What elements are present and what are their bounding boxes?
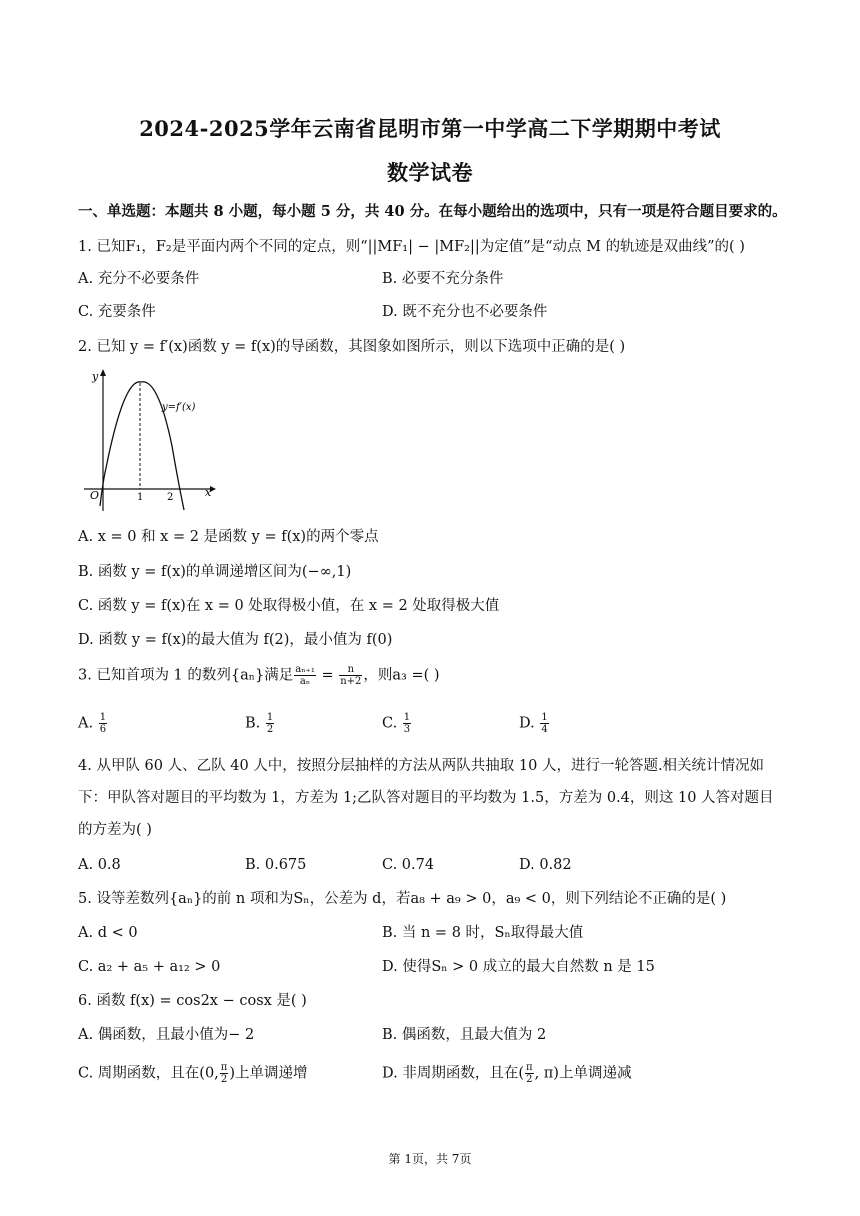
question-4-line-1: 4. 从甲队 60 人、乙队 40 人中，按照分层抽样的方法从两队共抽取 10 人，进行一轮答题.相关统计情况如 [78,758,765,774]
question-6-option-c: C. 周期函数，且在(0, $\frac{\pi}{2}$ )上单调递增 [78,1062,308,1085]
question-4-line-3: 的方差为( ) [78,822,152,838]
page-footer: 第 1页，共 7页 [388,1152,472,1166]
question-2-option-a: A. x = 0 和 x = 2 是函数 y = f(x)的两个零点 [78,529,379,545]
question-6-option-a: A. 偶函数，且最小值为− 2 [78,1027,255,1043]
question-3-stem-pre: 3. 已知首项为 1 的数列{aₙ}满足 [78,667,294,684]
question-2-option-b: B. 函数 y = f(x)的单调递增区间为(−∞,1) [78,564,352,580]
question-3-stem-post: ，则a₃ =( ) [363,667,440,684]
figure-y-label: y [92,370,99,383]
question-1-stem: 1. 已知F₁，F₂是平面内两个不同的定点，则“||MF₁| − |MF₂||为定值”是“动点 M 的轨迹是双曲线”的( ) [78,239,745,255]
question-3-fraction-1 [294,664,316,687]
fraction-denominator: n+2 [340,676,362,687]
question-3-option-a: A. $\frac{1}{6}$ [78,712,107,735]
question-2-option-c: C. 函数 y = f(x)在 x = 0 处取得极小值，在 x = 2 处取得极大值 [78,598,500,614]
question-6-stem: 6. 函数 f(x) = cos2x − cosx 是( ) [78,993,307,1009]
question-2-stem: 2. 已知 y = f′(x)函数 y = f(x)的导函数，其图象如图所示，则以下选项中正确的是( ) [78,339,626,355]
question-4-option-a: A. 0.8 [78,857,121,873]
question-5-stem: 5. 设等差数列{aₙ}的前 n 项和为Sₙ，公差为 d，若a₈ + a₉ > 0，a₉ < 0，则下列结论不正确的是( ) [78,891,727,907]
question-5-option-b: B. 当 n = 8 时，Sₙ取得最大值 [382,925,584,941]
question-5-option-c: C. a₂ + a₅ + a₁₂ > 0 [78,959,221,975]
question-5-option-a: A. d < 0 [78,925,138,941]
question-3-stem [78,664,440,687]
question-4-line-2: 下：甲队答对题目的平均数为 1，方差为 1;乙队答对题目的平均数为 1.5，方差为 0.4，则这 10 人答对题目 [78,790,774,806]
question-5-option-d: D. 使得Sₙ > 0 成立的最大自然数 n 是 15 [382,959,655,975]
question-2-option-d: D. 函数 y = f(x)的最大值为 f(2)，最小值为 f(0) [78,632,393,648]
question-6-option-d: D. 非周期函数，且在( $\frac{\pi}{2}$ , π)上单调递减 [382,1062,632,1085]
figure-tick-2: 2 [167,492,174,503]
derivative-curve [100,382,184,510]
question-1-option-c: C. 充要条件 [78,304,156,320]
fraction-numerator: n [339,664,362,676]
figure-x-label: x [205,486,212,499]
question-6-option-b: B. 偶函数，且最大值为 2 [382,1027,547,1043]
figure-origin-label: O [90,489,100,502]
question-3-option-c: C. $\frac{1}{3}$ [382,712,411,735]
exam-subtitle: 数学试卷 [387,160,473,185]
figure-curve-label: y=f′(x) [162,402,196,413]
question-4-option-b: B. 0.675 [245,857,307,873]
fraction-denominator: aₙ [299,676,311,687]
question-1-option-d: D. 既不充分也不必要条件 [382,304,548,320]
derivative-graph [78,366,218,514]
figure-tick-1: 1 [137,492,144,503]
question-3-option-d: D. $\frac{1}{4}$ [519,712,548,735]
fraction-numerator: aₙ₊₁ [295,664,315,675]
section-heading: 一、单选题：本题共 8 小题，每小题 5 分，共 40 分。在每小题给出的选项中，只有一项是符合题目要求的。 [78,203,787,220]
question-4-option-d: D. 0.82 [519,857,572,873]
question-3-option-b: B. $\frac{1}{2}$ [245,712,274,735]
exam-title: 2024-2025学年云南省昆明市第一中学高二下学期期中考试 [139,116,721,141]
question-3-equals: = [316,667,339,684]
question-3-fraction-2 [339,664,362,687]
question-4-option-c: C. 0.74 [382,857,435,873]
question-1-option-b: B. 必要不充分条件 [382,271,504,287]
question-1-option-a: A. 充分不必要条件 [78,271,200,287]
